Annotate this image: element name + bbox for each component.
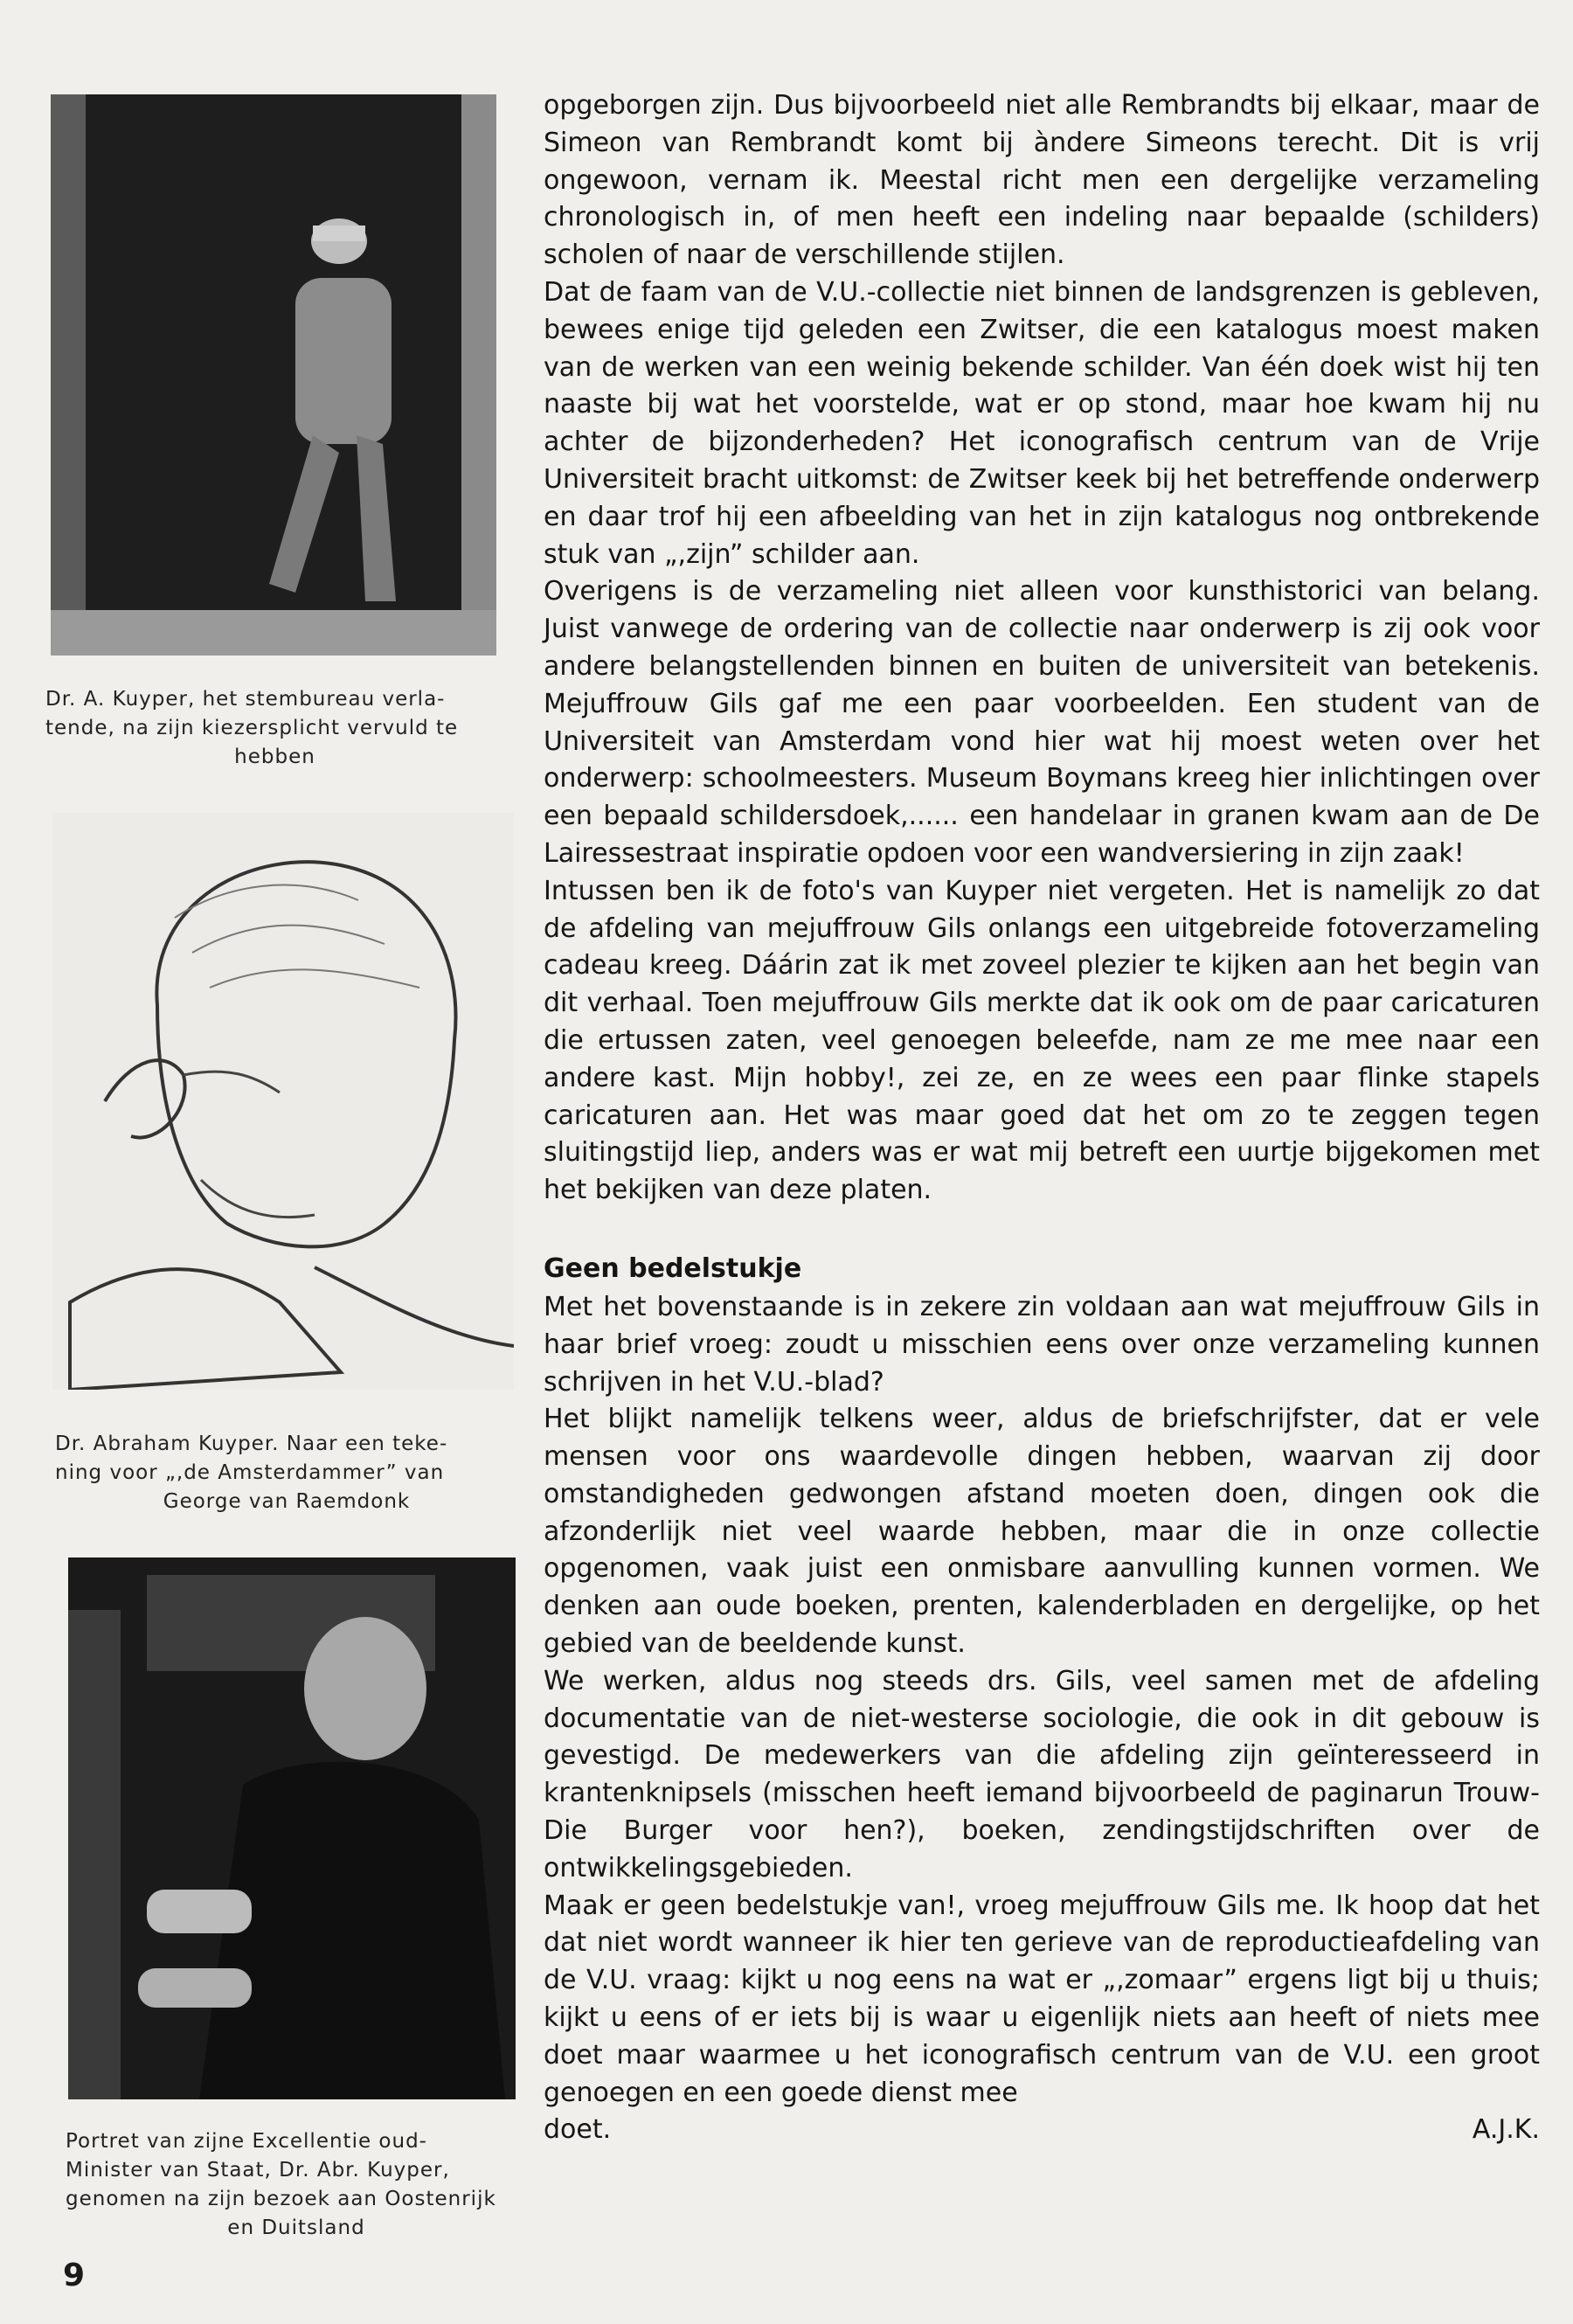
page-number: 9 — [63, 2258, 86, 2293]
article-paragraph: opgeborgen zijn. Dus bijvoorbeeld niet alle Rembrandts bij elkaar, maar de Simeon van Rembrandt komt bij àndere Simeons terecht. Dit is vrij ongewoon, vernam ik. Meestal richt men een dergelijke verzameling chronologisch in, of men heeft een indeling naar bepaalde (schilders) scholen of naar de verschillende stijlen. — [544, 90, 1540, 271]
closing-word: doet. — [544, 2114, 612, 2146]
author-signature: A.J.K. — [1472, 2114, 1540, 2146]
caption-line: Dr. A. Kuyper, het stembureau verla- — [45, 688, 446, 711]
photo1-caption — [45, 685, 504, 772]
photo2-caption — [66, 2127, 527, 2243]
closing-line — [544, 2112, 1540, 2149]
photo-kuyper-seated-portrait — [68, 1557, 516, 2099]
caption-line: en Duitsland — [227, 2216, 365, 2239]
photo-kuyper-polling-station — [51, 94, 496, 656]
article-paragraph: We werken, aldus nog steeds drs. Gils, veel samen met de afdeling documentatie van de niet-westerse sociologie, die ook in dit gebouw is gevestigd. De medewerkers van die afdeling zijn geïnteresseerd in krantenknipsels (misschen heeft iemand bijvoorbeeld de paginarun Trouw-Die Burger voor hen?), boeken, zendingstijdschriften over de ontwikkelingsgebieden. — [544, 1665, 1540, 1883]
drawing-kuyper-portrait — [52, 813, 514, 1390]
caption-line: tende, na zijn kiezersplicht vervuld te — [45, 717, 459, 739]
drawing-caption — [55, 1430, 518, 1516]
section-heading: Geen bedelstukje — [544, 1252, 802, 1284]
article-paragraph: Intussen ben ik de foto's van Kuyper niet vergeten. Het is namelijk zo dat de afdeling van mejuffrouw Gils onlangs een uitgebreide fotoverzameling cadeau kreeg. Dáárin zat ik met zoveel plezier te kijken aan het begin van dit verhaal. Toen mejuffrouw Gils merkte dat ik ook om de paar caricaturen die ertussen zaten, veel genoegen beleefde, nam ze me mee naar een andere kast. Mijn hobby!, zei ze, en ze wees een paar flinke stapels caricaturen aan. Het was maar goed dat het om zo te zeggen tegen sluitingstijd liep, anders was er wat mij betreft een uurtje bijgekomen met het bekijken van deze platen. — [544, 875, 1540, 1206]
article-body — [544, 87, 1540, 2149]
caption-line: Minister van Staat, Dr. Abr. Kuyper, — [66, 2159, 450, 2182]
caption-line: hebben — [234, 746, 315, 768]
article-paragraph: Overigens is de verzameling niet alleen voor kunsthistorici van belang. Juist vanwege de ordering van de collectie naar onderwerp is zij ook voor andere belangstellenden binnen en buiten de universiteit van betekenis. Mejuffrouw Gils gaf me een paar voorbeelden. Een student van de Universiteit van Amsterdam vond hier wat hij moest weten over het onderwerp: schoolmeesters. Museum Boymans kreeg hier inlichtingen over een bepaald schildersdoek,...... een handelaar in granen kwam aan de De Lairessestraat inspiratie opdoen voor een wandversiering in zijn zaak! — [544, 576, 1540, 869]
caption-line: ning voor „,de Amsterdammer” van — [55, 1461, 445, 1484]
caption-line: Portret van zijne Excellentie oud- — [66, 2130, 427, 2153]
caption-line: genomen na zijn bezoek aan Oostenrijk — [66, 2188, 496, 2210]
article-paragraph: Met het bovenstaande is in zekere zin voldaan aan wat mejuffrouw Gils in haar brief vroeg: zoudt u misschien eens over onze verzameling kunnen schrijven in het V.U.-blad? — [544, 1291, 1540, 1398]
article-paragraph: Dat de faam van de V.U.-collectie niet binnen de landsgrenzen is gebleven, bewees enige tijd geleden een Zwitser, die een katalogus moest maken van de werken van een weinig bekende schilder. Van één doek wist hij ten naaste bij wat het voorstelde, wat er op stond, maar hoe kwam hij nu achter de bijzonderheden? Het iconografisch centrum van de Vrije Universiteit bracht uitkomst: de Zwitser keek bij het betreffende onderwerp en daar trof hij een afbeelding van het in zijn katalogus nog ontbrekende stuk van „,zijn” schilder aan. — [544, 276, 1540, 570]
article-paragraph: Het blijkt namelijk telkens weer, aldus de briefschrijfster, dat er vele mensen voor ons waardevolle dingen hebben, waarvan zij door omstandigheden gedwongen afstand moeten doen, dingen ook die afzonderlijk niet veel waarde hebben, maar die in onze collectie opgenomen, vaak juist een onmisbare aanvulling kunnen vormen. We denken aan oude boeken, prenten, kalenderbladen en dergelijke, op het gebied van de beeldende kunst. — [544, 1404, 1540, 1660]
article-paragraph: Maak er geen bedelstukje van!, vroeg mejuffrouw Gils me. Ik hoop dat het dat niet wordt wanneer ik hier ten gerieve van de reproductieafdeling van de V.U. vraag: kijkt u nog eens na wat er „,zomaar” ergens ligt bij u thuis; kijkt u eens of er iets bij is waar u eigenlijk niets aan heeft of niets mee doet maar waarmee u het iconografisch centrum van de V.U. een groot genoegen en een goede dienst mee — [544, 1890, 1540, 2108]
caption-line: Dr. Abraham Kuyper. Naar een teke- — [55, 1433, 448, 1455]
caption-line: George van Raemdonk — [163, 1490, 411, 1513]
